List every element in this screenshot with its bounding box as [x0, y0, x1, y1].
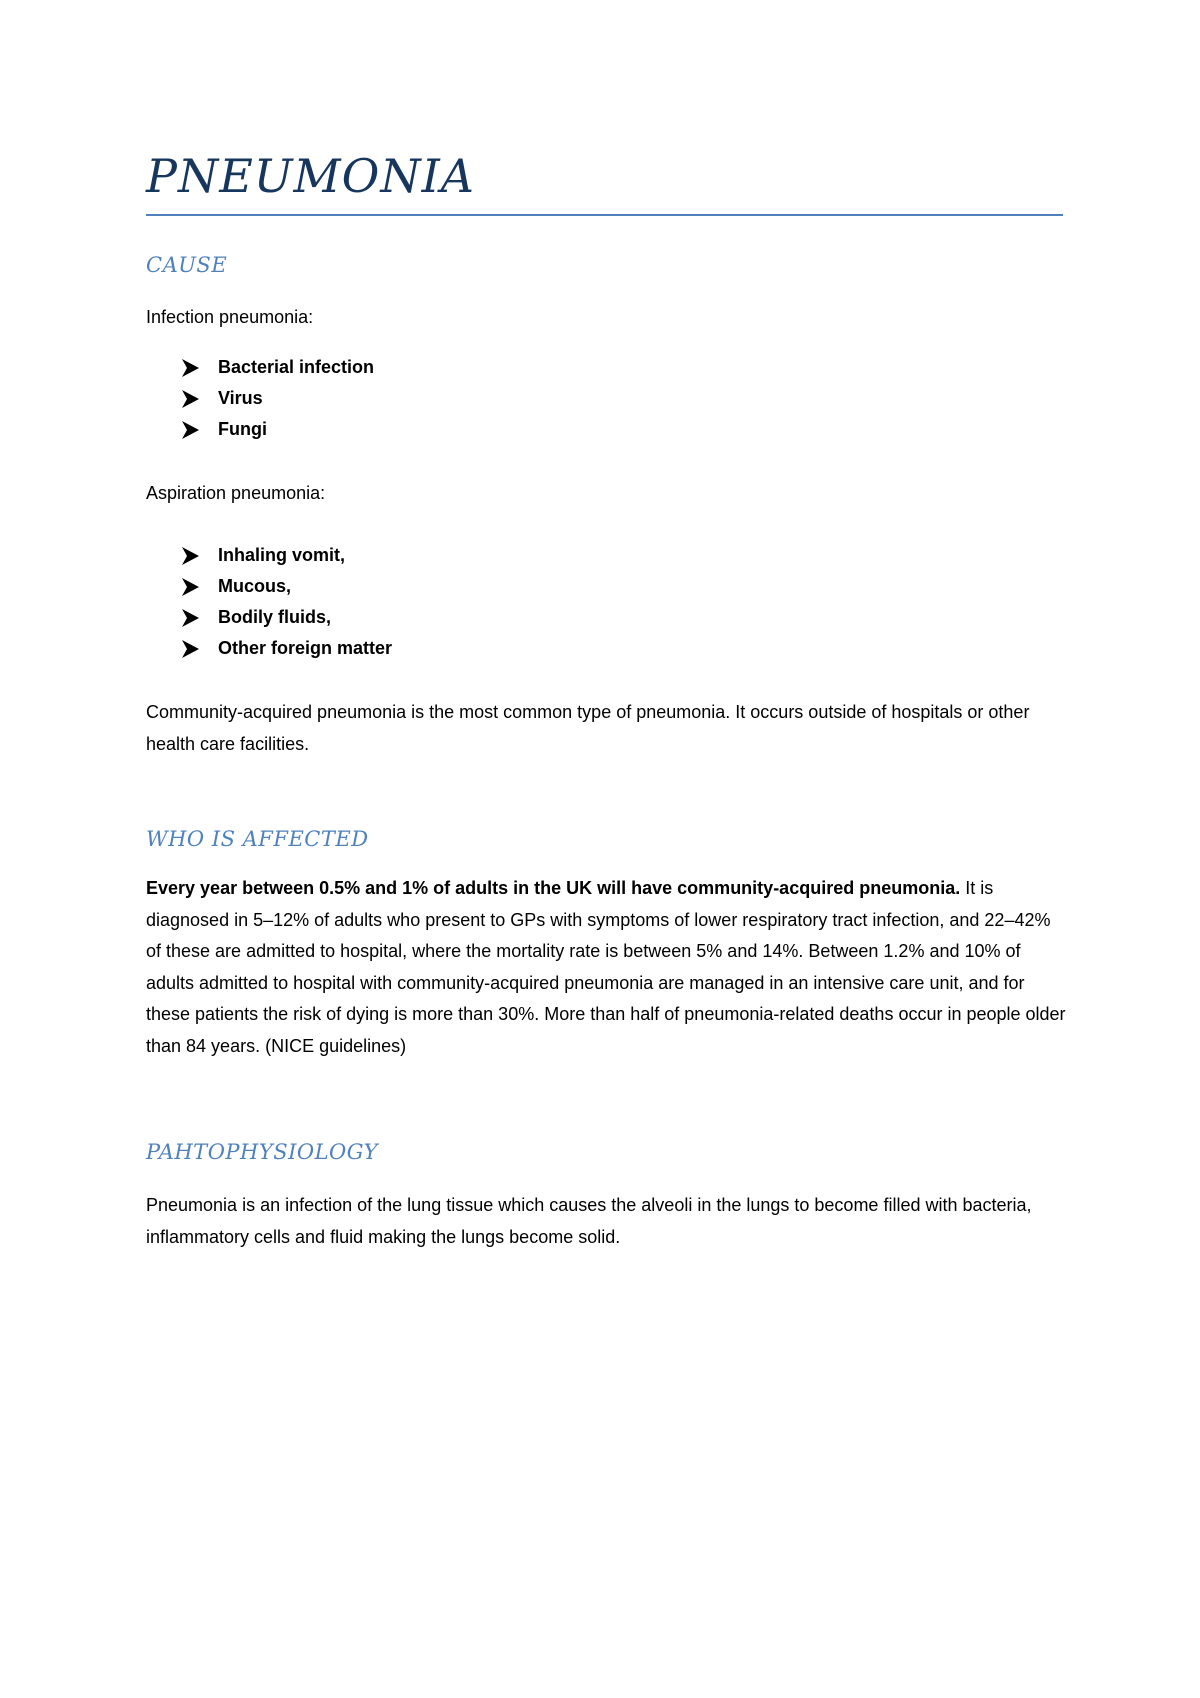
community-acquired-paragraph: Community-acquired pneumonia is the most common type of pneumonia. It occurs outside of hospitals or other health care facilities. — [146, 702, 1030, 754]
arrowhead-bullet-icon — [182, 389, 218, 409]
arrowhead-bullet-icon — [182, 577, 218, 597]
list-item — [182, 602, 392, 633]
list-item — [182, 633, 392, 664]
list-item-text: Other foreign matter — [218, 638, 393, 658]
arrowhead-bullet-icon — [182, 420, 218, 440]
list-item — [182, 540, 392, 571]
infection-causes-list — [182, 352, 374, 445]
arrowhead-bullet-icon — [182, 639, 218, 659]
aspiration-causes-list — [182, 540, 392, 664]
arrowhead-bullet-icon — [182, 358, 218, 378]
section-heading-cause: CAUSE — [146, 253, 228, 277]
list-item — [182, 414, 374, 445]
list-item-text: Fungi — [218, 419, 267, 439]
list-item-text: Bodily fluids, — [218, 607, 332, 627]
statistics-detail: It is diagnosed in 5–12% of adults who present to GPs with symptoms of lower respiratory tract infection, and 22–42% of these are admitted to hospital, where the mortality rate is between 5% and 14%. Between 1.2% and 10% of adults admitted to hospital with community-acquired pneumonia are managed in an intensive care unit, and for these patients the risk of dying is more than 30%. More than half of pneumonia-related deaths occur in people older than 84 years. (NICE guidelines) — [146, 878, 1066, 1056]
list-item — [182, 571, 392, 602]
title-underline — [146, 214, 1063, 216]
list-item — [182, 352, 374, 383]
list-item — [182, 383, 374, 414]
list-item-text: Bacterial infection — [218, 357, 375, 377]
list-item-text: Inhaling vomit, — [218, 545, 346, 565]
section-heading-who-is-affected: WHO IS AFFECTED — [146, 827, 369, 851]
arrowhead-bullet-icon — [182, 608, 218, 628]
infection-pneumonia-label: Infection pneumonia: — [146, 307, 314, 327]
section-heading-pathophysiology: PAHTOPHYSIOLOGY — [146, 1140, 379, 1164]
aspiration-pneumonia-label: Aspiration pneumonia: — [146, 483, 326, 503]
arrowhead-bullet-icon — [182, 546, 218, 566]
list-item-text: Virus — [218, 388, 263, 408]
who-is-affected-paragraph — [146, 873, 1066, 1062]
list-item-text: Mucous, — [218, 576, 292, 596]
statistics-highlight: Every year between 0.5% and 1% of adults in the UK will have community-acquired pneumonia. — [146, 878, 961, 898]
pathophysiology-paragraph: Pneumonia is an infection of the lung tissue which causes the alveoli in the lungs to become filled with bacteria, inflammatory cells and fluid making the lungs become solid. — [146, 1195, 1032, 1247]
document-title: PNEUMONIA — [146, 149, 476, 203]
